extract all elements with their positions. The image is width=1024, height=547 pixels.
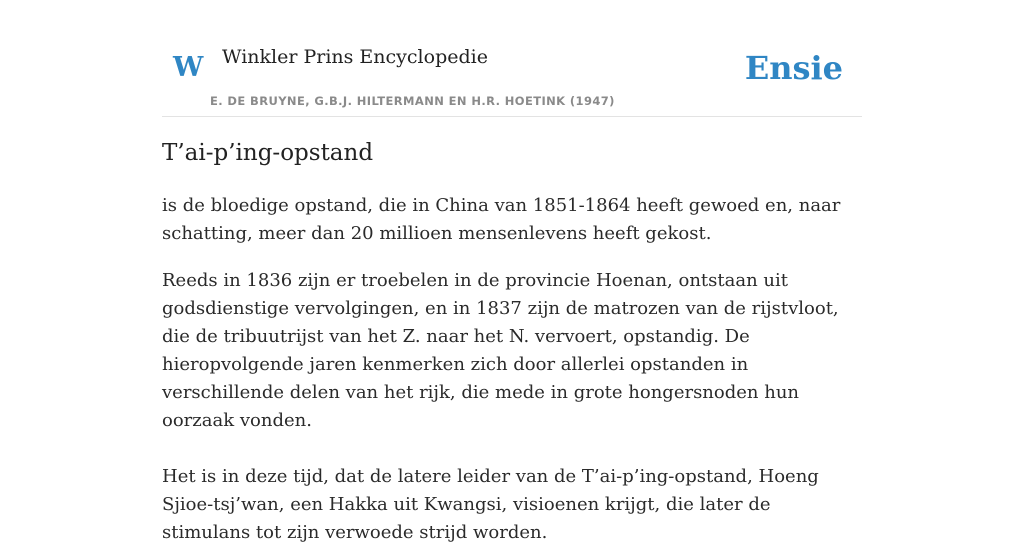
book-authors: E. DE BRUYNE, G.B.J. HILTERMANN EN H.R. HOETINK (1947) — [210, 94, 615, 108]
ensie-logo[interactable]: Ensie — [744, 49, 843, 87]
winkler-prins-logo[interactable]: W — [173, 52, 204, 83]
article-paragraph: Het is in deze tijd, dat de latere leider van de T’ai-p’ing-opstand, Hoeng Sjioe-tsj’wan, een Hakka uit Kwangsi, visioenen krijgt, die later de stimulans tot zijn verwoede strijd worden. — [162, 466, 819, 543]
article-title: T’ai-p’ing-opstand — [162, 140, 374, 166]
article-body — [162, 192, 862, 547]
site-header — [162, 0, 862, 117]
book-title-link[interactable]: Winkler Prins Encyclopedie — [222, 46, 488, 68]
article-paragraph: is de bloedige opstand, die in China van 1851-1864 heeft gewoed en, naar schatting, meer dan 20 millioen mensenlevens heeft gekost. — [162, 195, 841, 244]
article-paragraph: Reeds in 1836 zijn er troebelen in de provincie Hoenan, ontstaan uit godsdienstige vervolgingen, en in 1837 zijn de matrozen van de rijstvloot, die de tribuutrijst van het Z. naar het N. vervoert, opstandig. De hieropvolgende jaren kenmerken zich door allerlei opstanden in verschillende delen van het rijk, die mede in grote hongersnoden hun oorzaak vonden. — [162, 270, 839, 431]
